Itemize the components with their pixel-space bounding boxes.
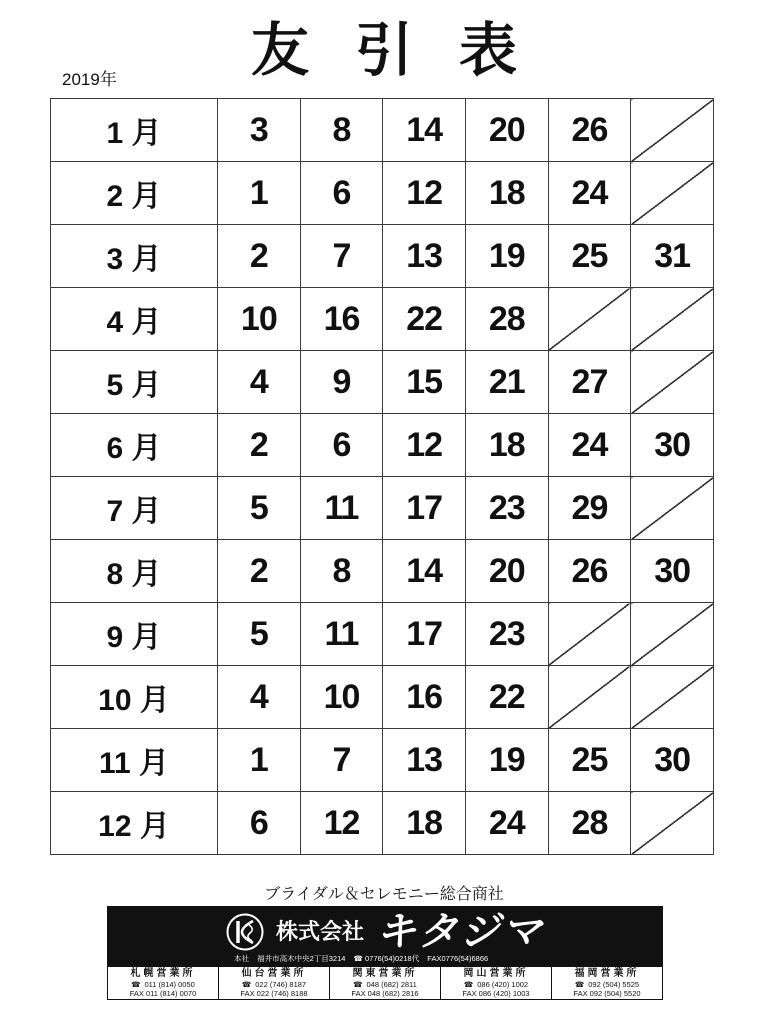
day-cell: 14 xyxy=(383,540,466,603)
day-cell: 21 xyxy=(465,351,548,414)
day-cell: 19 xyxy=(465,729,548,792)
day-cell: 11 xyxy=(300,477,383,540)
day-cell: 29 xyxy=(548,477,631,540)
branch-office xyxy=(108,967,219,999)
month-label: 3 月 xyxy=(51,225,218,288)
day-cell: 19 xyxy=(465,225,548,288)
day-cell: 23 xyxy=(465,603,548,666)
company-name: キタジマ xyxy=(376,910,544,954)
day-cell: 7 xyxy=(300,729,383,792)
day-cell: 3 xyxy=(218,99,301,162)
day-cell: 12 xyxy=(300,792,383,855)
empty-cell xyxy=(548,666,631,729)
day-cell: 6 xyxy=(300,162,383,225)
day-cell: 10 xyxy=(300,666,383,729)
day-cell: 13 xyxy=(383,729,466,792)
month-row xyxy=(51,792,714,855)
day-cell: 12 xyxy=(383,162,466,225)
month-label: 11 月 xyxy=(51,729,218,792)
day-cell: 24 xyxy=(465,792,548,855)
office-tel-line xyxy=(219,980,329,989)
day-cell: 16 xyxy=(383,666,466,729)
company-prefix: 株式会社 xyxy=(276,919,365,944)
day-cell: 6 xyxy=(300,414,383,477)
empty-cell xyxy=(548,603,631,666)
month-row xyxy=(51,603,714,666)
month-row xyxy=(51,351,714,414)
day-cell: 28 xyxy=(465,288,548,351)
office-tel-line xyxy=(441,980,551,989)
kitajima-logo-icon xyxy=(225,912,265,952)
day-cell: 28 xyxy=(548,792,631,855)
office-name: 福岡営業所 xyxy=(574,968,640,979)
office-name: 仙台営業所 xyxy=(241,968,307,979)
office-fax: FAX 048 (682) 2816 xyxy=(351,989,419,998)
company-banner xyxy=(107,906,663,1000)
day-cell: 16 xyxy=(300,288,383,351)
hq-label: 本社 xyxy=(234,954,249,963)
day-cell: 18 xyxy=(465,414,548,477)
day-cell: 24 xyxy=(548,414,631,477)
month-label: 5 月 xyxy=(51,351,218,414)
day-cell: 8 xyxy=(300,540,383,603)
month-label: 10 月 xyxy=(51,666,218,729)
month-label: 12 月 xyxy=(51,792,218,855)
day-cell: 22 xyxy=(465,666,548,729)
office-tel: 011 (814) 0050 xyxy=(144,980,195,989)
day-cell: 8 xyxy=(300,99,383,162)
hq-tel: 0776(54)0218代 xyxy=(364,954,420,963)
day-cell: 2 xyxy=(218,225,301,288)
phone-icon: ☎ xyxy=(574,980,585,989)
branch-office xyxy=(552,967,662,999)
empty-cell xyxy=(631,99,714,162)
day-cell: 2 xyxy=(218,540,301,603)
head-office-info xyxy=(234,954,494,964)
month-row xyxy=(51,477,714,540)
empty-cell xyxy=(631,603,714,666)
office-tel: 086 (420) 1002 xyxy=(477,980,529,989)
day-cell: 5 xyxy=(218,603,301,666)
office-name: 関東営業所 xyxy=(352,968,418,979)
month-label: 8 月 xyxy=(51,540,218,603)
month-row xyxy=(51,729,714,792)
day-cell: 7 xyxy=(300,225,383,288)
month-row xyxy=(51,666,714,729)
day-cell: 10 xyxy=(218,288,301,351)
day-cell: 5 xyxy=(218,477,301,540)
office-tel-line xyxy=(552,980,662,989)
day-cell: 27 xyxy=(548,351,631,414)
phone-icon: ☎ xyxy=(353,954,363,963)
day-cell: 18 xyxy=(465,162,548,225)
phone-icon: ☎ xyxy=(463,980,474,989)
month-row xyxy=(51,288,714,351)
day-cell: 12 xyxy=(383,414,466,477)
branch-office xyxy=(219,967,330,999)
day-cell: 4 xyxy=(218,666,301,729)
day-cell: 26 xyxy=(548,99,631,162)
day-cell: 14 xyxy=(383,99,466,162)
day-cell: 25 xyxy=(548,729,631,792)
day-cell: 20 xyxy=(465,99,548,162)
day-cell: 2 xyxy=(218,414,301,477)
empty-cell xyxy=(631,162,714,225)
month-row xyxy=(51,540,714,603)
office-tel: 048 (682) 2811 xyxy=(366,980,417,989)
month-row xyxy=(51,99,714,162)
day-cell: 6 xyxy=(218,792,301,855)
month-row xyxy=(51,162,714,225)
hq-fax: FAX0776(54)6866 xyxy=(427,954,489,963)
empty-cell xyxy=(548,288,631,351)
day-cell: 17 xyxy=(383,603,466,666)
office-fax: FAX 086 (420) 1003 xyxy=(462,989,530,998)
day-cell: 1 xyxy=(218,162,301,225)
day-cell: 23 xyxy=(465,477,548,540)
month-label: 4 月 xyxy=(51,288,218,351)
empty-cell xyxy=(631,351,714,414)
office-tel-line xyxy=(330,980,440,989)
month-row xyxy=(51,225,714,288)
day-cell: 13 xyxy=(383,225,466,288)
day-cell: 26 xyxy=(548,540,631,603)
empty-cell xyxy=(631,477,714,540)
office-fax: FAX 011 (814) 0070 xyxy=(129,989,197,998)
month-label: 9 月 xyxy=(51,603,218,666)
month-label: 1 月 xyxy=(51,99,218,162)
day-cell: 30 xyxy=(631,414,714,477)
office-tel: 092 (504) 5525 xyxy=(588,980,640,989)
day-cell: 4 xyxy=(218,351,301,414)
phone-icon: ☎ xyxy=(241,980,252,989)
phone-icon: ☎ xyxy=(131,980,141,989)
branch-office xyxy=(441,967,552,999)
month-label: 7 月 xyxy=(51,477,218,540)
day-cell: 22 xyxy=(383,288,466,351)
empty-cell xyxy=(631,792,714,855)
phone-icon: ☎ xyxy=(353,980,363,989)
month-row xyxy=(51,414,714,477)
month-label: 2 月 xyxy=(51,162,218,225)
office-fax: FAX 092 (504) 5520 xyxy=(573,989,641,998)
month-label: 6 月 xyxy=(51,414,218,477)
hq-address: 福井市高木中央2丁目3214 xyxy=(257,954,346,963)
office-tel: 022 (746) 8187 xyxy=(255,980,307,989)
day-cell: 18 xyxy=(383,792,466,855)
day-cell: 25 xyxy=(548,225,631,288)
day-cell: 20 xyxy=(465,540,548,603)
day-cell: 31 xyxy=(631,225,714,288)
banner-header xyxy=(108,907,662,967)
page-title: 友引表 xyxy=(250,18,563,83)
office-name: 札幌営業所 xyxy=(130,968,196,979)
office-name: 岡山営業所 xyxy=(463,968,529,979)
company-tagline: ブライダル＆セレモニー総合商社 xyxy=(264,886,504,903)
office-tel-line xyxy=(108,980,218,989)
office-fax: FAX 022 (746) 8188 xyxy=(240,989,308,998)
branch-offices xyxy=(108,967,662,999)
empty-cell xyxy=(631,666,714,729)
tomobiki-table xyxy=(50,98,714,855)
day-cell: 1 xyxy=(218,729,301,792)
day-cell: 15 xyxy=(383,351,466,414)
day-cell: 30 xyxy=(631,729,714,792)
empty-cell xyxy=(631,288,714,351)
day-cell: 9 xyxy=(300,351,383,414)
day-cell: 24 xyxy=(548,162,631,225)
day-cell: 11 xyxy=(300,603,383,666)
day-cell: 17 xyxy=(383,477,466,540)
year-label: 2019年 xyxy=(62,70,117,89)
branch-office xyxy=(330,967,441,999)
day-cell: 30 xyxy=(631,540,714,603)
